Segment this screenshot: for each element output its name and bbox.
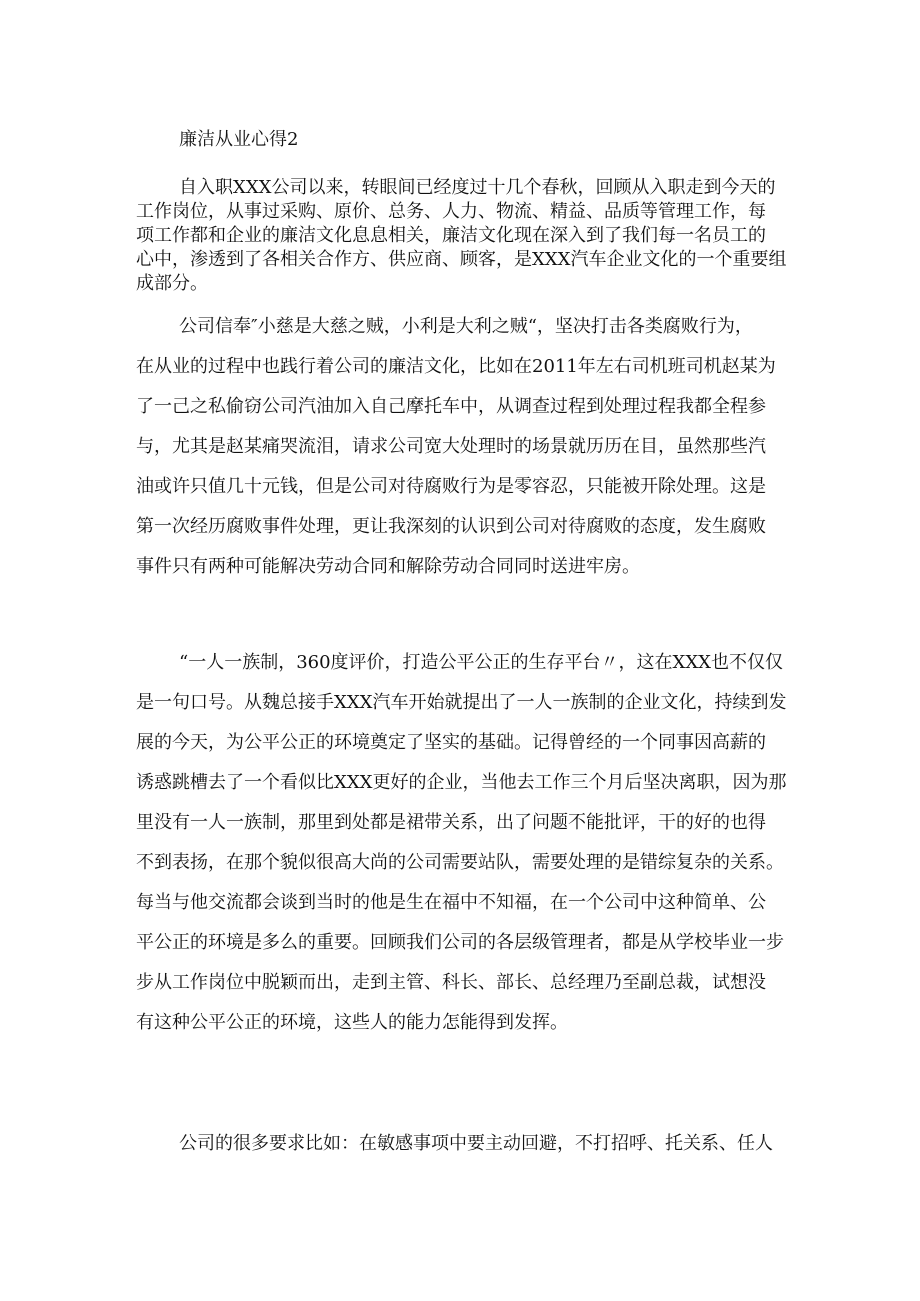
paragraph-line: 诱惑跳槽去了一个看似比XXX更好的企业，当他去工作三个月后坚决离职，因为那 <box>136 772 787 793</box>
paragraph-line: 步从工作岗位中脱颖而出，走到主管、科长、部长、总经理乃至副总裁，试想没 <box>136 972 766 993</box>
paragraph-line: 平公正的环境是多么的重要。回顾我们公司的各层级管理者，都是从学校毕业一步 <box>136 932 784 953</box>
paragraph-line: 不到表扬，在那个貌似很高大尚的公司需要站队，需要处理的是错综复杂的关系。 <box>136 852 784 873</box>
paragraph-4 <box>136 1132 786 1172</box>
document-title: 廉洁从业心得2 <box>179 129 299 150</box>
paragraph-line: 在从业的过程中也践行着公司的廉洁文化，比如在2011年左右司机班司机赵某为 <box>136 356 776 377</box>
paragraph-line: 展的今天，为公平公正的环境奠定了坚实的基础。记得曾经的一个同事因高薪的 <box>136 732 766 753</box>
paragraph-line: 自入职XXX公司以来，转眼间已经度过十几个春秋，回顾从入职走到今天的 <box>179 177 776 198</box>
paragraph-line: 每当与他交流都会谈到当时的他是生在福中不知福，在一个公司中这种简单、公 <box>136 892 766 913</box>
paragraph-line: 项工作都和企业的廉洁文化息息相关，廉洁文化现在深入到了我们每一名员工的 <box>136 225 766 246</box>
paragraph-line: 了一己之私偷窃公司汽油加入自己摩托车中，从调查过程到处理过程我都全程参 <box>136 396 766 417</box>
paragraph-line: 事件只有两种可能解决劳动合同和解除劳动合同同时送进牢房。 <box>136 556 640 577</box>
paragraph-line: 有这种公平公正的环境，这些人的能力怎能得到发挥。 <box>136 1012 568 1033</box>
paragraph-line: 油或许只值几十元钱，但是公司对待腐败行为是零容忍，只能被开除处理。这是 <box>136 476 766 497</box>
paragraph-1 <box>136 176 786 296</box>
paragraph-2 <box>136 315 786 595</box>
paragraph-line: “一人一族制，360度评价，打造公平公正的生存平台〃，这在XXX也不仅仅 <box>179 652 783 673</box>
paragraph-line: 成部分。 <box>136 273 208 294</box>
paragraph-line: 心中，渗透到了各相关合作方、供应商、顾客，是XXX汽车企业文化的一个重要组 <box>136 249 787 270</box>
paragraph-line: 与，尤其是赵某痛哭流泪，请求公司宽大处理时的场景就历历在目，虽然那些汽 <box>136 436 766 457</box>
paragraph-line: 工作岗位，从事过采购、原价、总务、人力、物流、精益、品质等管理工作，每 <box>136 201 766 222</box>
paragraph-line: 是一句口号。从魏总接手XXX汽车开始就提出了一人一族制的企业文化，持续到发 <box>136 692 787 713</box>
paragraph-line: 公司的很多要求比如：在敏感事项中要主动回避，不打招呼、托关系、任人 <box>179 1133 773 1154</box>
paragraph-line: 第一次经历腐败事件处理，更让我深刻的认识到公司对待腐败的态度，发生腐败 <box>136 516 766 537</box>
paragraph-line: 里没有一人一族制，那里到处都是裙带关系，出了问题不能批评，干的好的也得 <box>136 812 766 833</box>
paragraph-line: 公司信奉″小慈是大慈之贼，小利是大利之贼“，坚决打击各类腐败行为， <box>179 316 753 337</box>
paragraph-3 <box>136 651 786 1051</box>
